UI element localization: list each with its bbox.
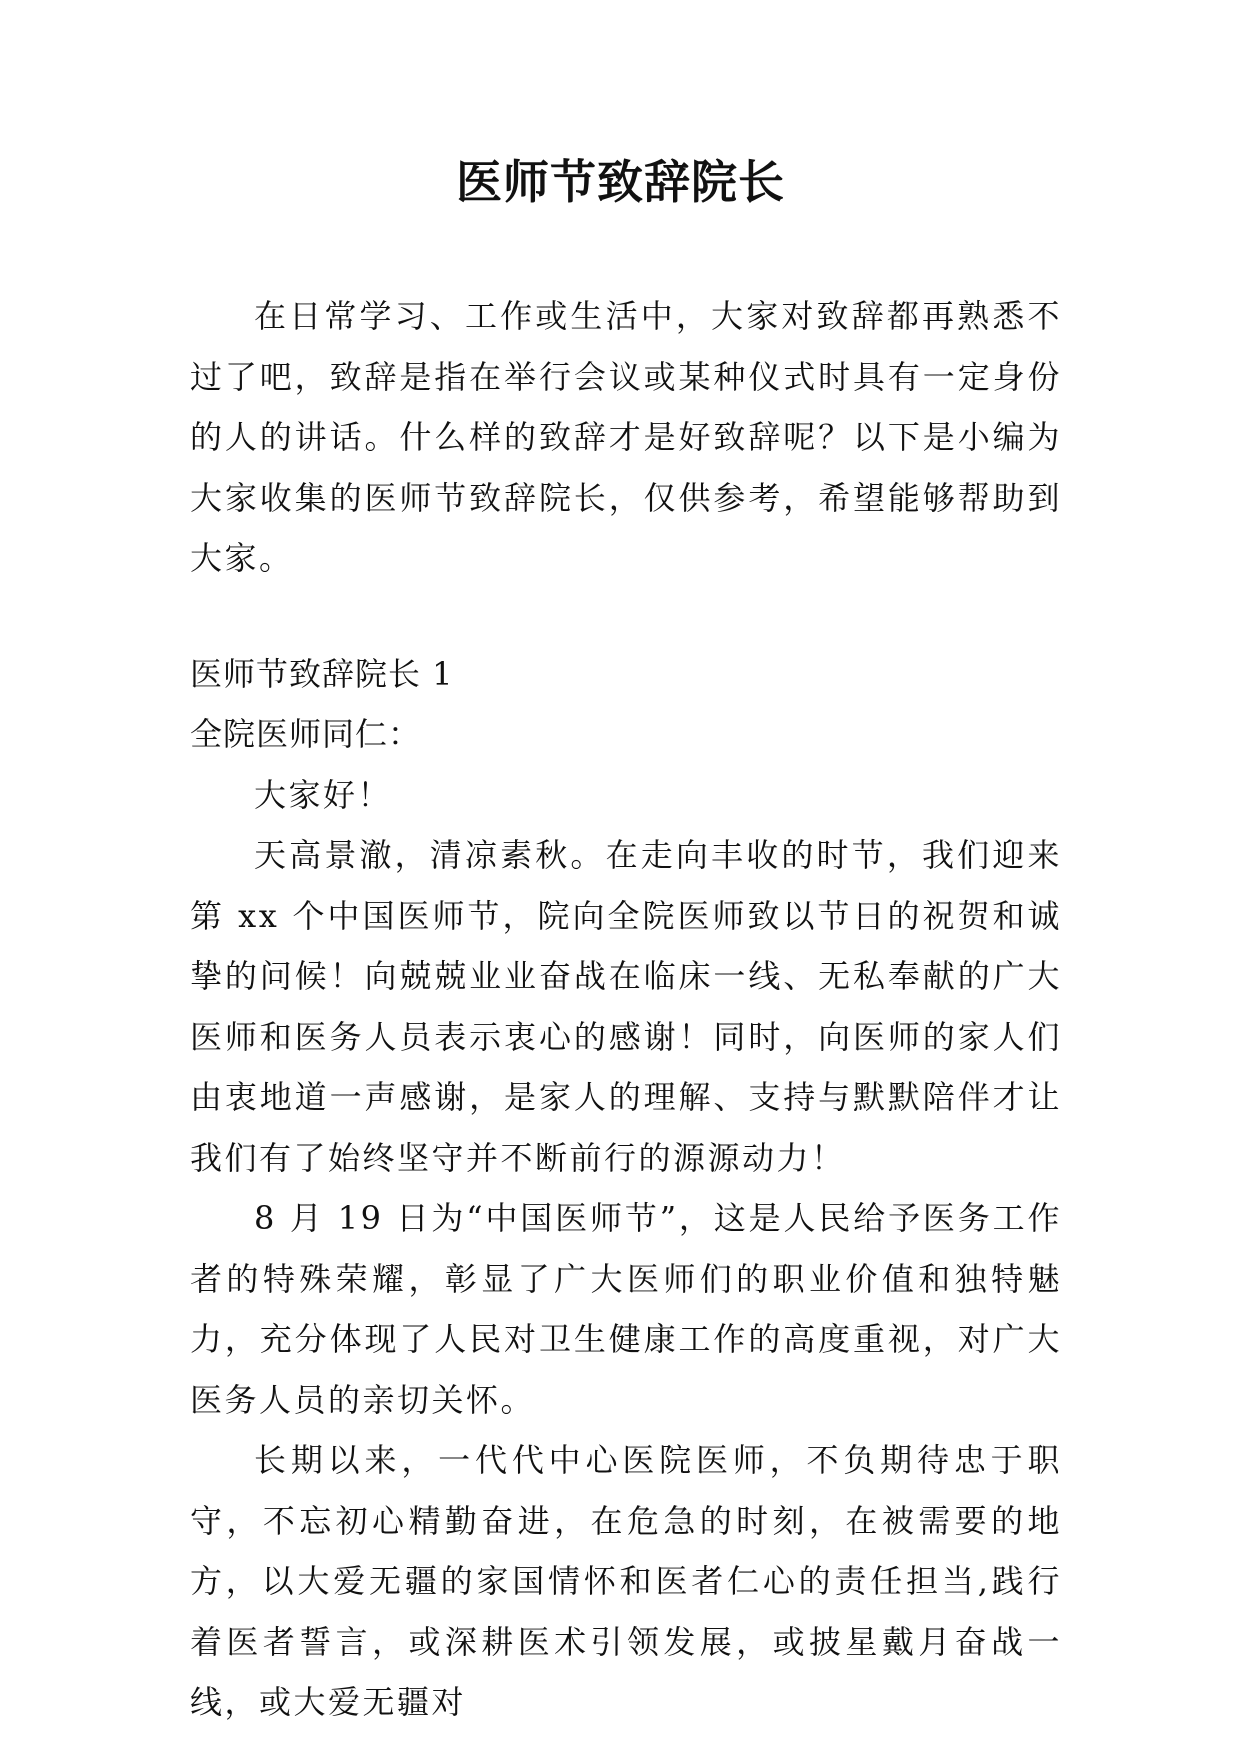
body-paragraph-3: 长期以来，一代代中心医院医师，不负期待忠于职守，不忘初心精勤奋进，在危急的时刻，在被需要的地方，以大爱无疆的家国情怀和医者仁心的责任担当,践行着医者誓言，或深耕医术引领发展，或披星戴月奋战一线，或大爱无疆对 (190, 1441, 1062, 1721)
section-heading: 医师节致辞院长 1 (190, 654, 454, 693)
document-body (190, 286, 1062, 1733)
greeting: 大家好！ (254, 775, 393, 814)
salutation: 全院医师同仁： (190, 715, 422, 753)
intro-paragraph: 在日常学习、工作或生活中，大家对致辞都再熟悉不过了吧，致辞是指在举行会议或某种仪式时具有一定身份的人的讲话。什么样的致辞才是好致辞呢？以下是小编为大家收集的医师节致辞院长，仅供参考，希望能够帮助到大家。 (190, 297, 1062, 577)
body-paragraph-1: 天高景澈，清凉素秋。在走向丰收的时节，我们迎来第 xx 个中国医师节，院向全院医师致以节日的祝贺和诚挚的问候！向兢兢业业奋战在临床一线、无私奉献的广大医师和医务人员表示衷心的感谢！同时，向医师的家人们由衷地道一声感谢，是家人的理解、支持与默默陪伴才让我们有了始终坚守并不断前行的源源动力！ (190, 836, 1062, 1177)
body-paragraph-2: 8 月 19 日为“中国医师节”，这是人民给予医务工作者的特殊荣耀，彰显了广大医师们的职业价值和独特魅力，充分体现了人民对卫生健康工作的高度重视，对广大医务人员的亲切关怀。 (190, 1199, 1062, 1419)
document-title: 医师节致辞院长 (456, 155, 785, 209)
section-spacer (190, 589, 1062, 644)
